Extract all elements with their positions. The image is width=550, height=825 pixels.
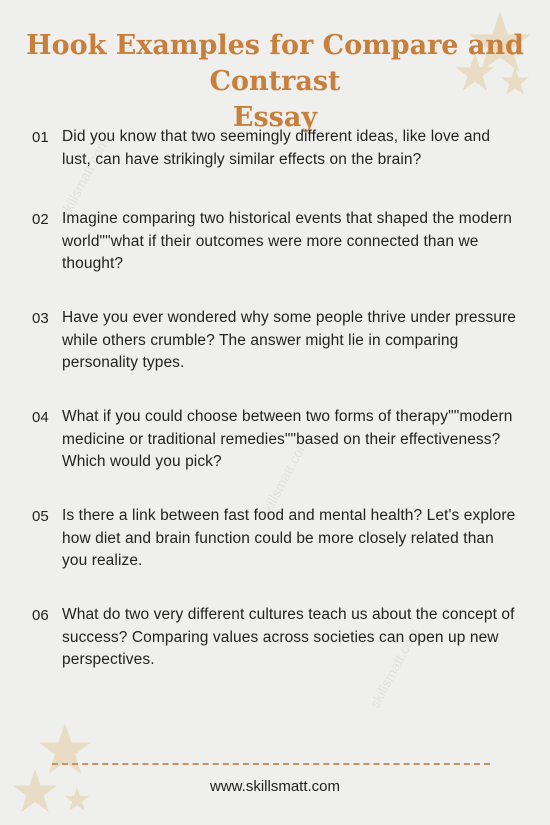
item-number: 03 <box>32 310 49 327</box>
list-item <box>32 406 522 505</box>
list-item <box>32 505 522 604</box>
item-number: 05 <box>32 508 49 525</box>
item-text: Did you know that two seemingly different ideas, like love and lust, can have strikingly similar effects on the brain? <box>62 128 491 168</box>
list-item <box>32 126 522 208</box>
page-title <box>0 28 550 136</box>
divider <box>52 763 490 765</box>
watermark: skillsmatt.com <box>56 135 112 221</box>
list-item <box>32 604 522 703</box>
hook-list <box>32 126 522 703</box>
title-line-1: Hook Examples for Compare and Contrast <box>26 30 524 97</box>
item-text: Have you ever wondered why some people thrive under pressure while others crumble? The answer might lie in comparing personality types. <box>62 309 517 371</box>
item-number: 06 <box>32 607 49 624</box>
item-text: What if you could choose between two forms of therapy""modern medicine or traditional remedies""based on their effectiveness? Which would you pick? <box>62 408 513 470</box>
title-line-2: Essay <box>232 102 318 133</box>
item-text: What do two very different cultures teach us about the concept of success? Comparing values across societies can open up new perspectives. <box>62 606 515 668</box>
item-number: 04 <box>32 409 49 426</box>
watermark: skillsmatt.com <box>366 625 422 711</box>
list-item <box>32 208 522 307</box>
watermark: skillsmatt.com <box>256 435 312 521</box>
item-number: 02 <box>32 211 49 228</box>
item-text: Is there a link between fast food and mental health? Let's explore how diet and brain function could be more closely related than you realize. <box>62 507 516 569</box>
footer-website: www.skillsmatt.com <box>209 778 340 795</box>
item-number: 01 <box>32 129 49 146</box>
item-text: Imagine comparing two historical events that shaped the modern world""what if their outcomes were more connected than we thought? <box>62 210 512 272</box>
list-item <box>32 307 522 406</box>
